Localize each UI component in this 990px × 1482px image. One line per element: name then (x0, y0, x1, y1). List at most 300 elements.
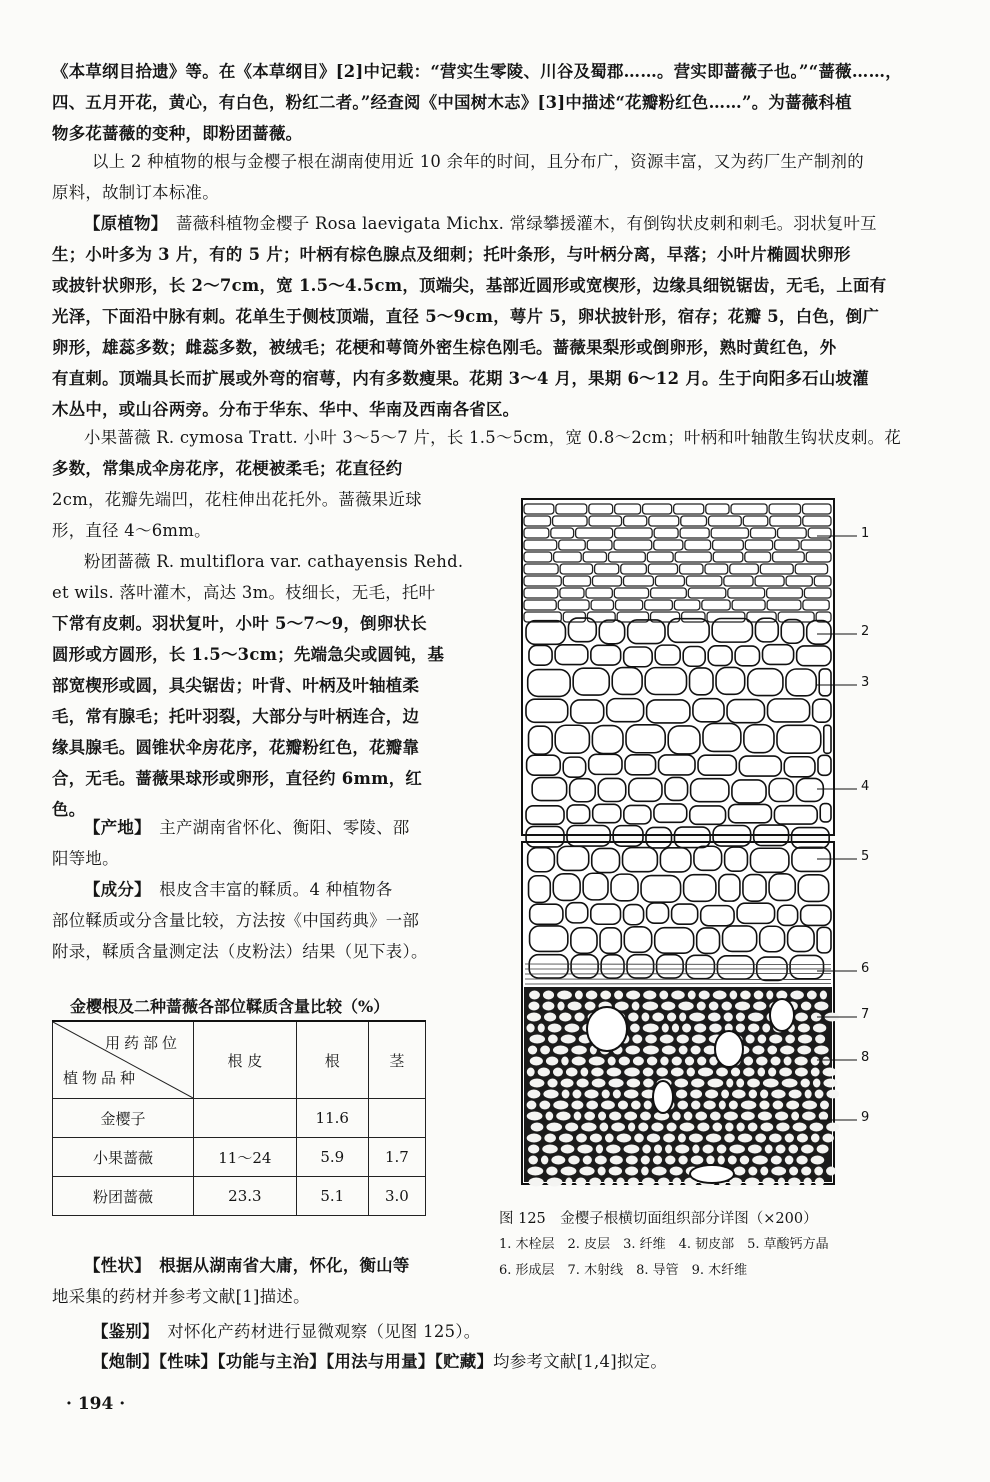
xylem-fiber (528, 1156, 538, 1165)
xylem-fiber (734, 1167, 746, 1176)
xylem-fiber (725, 1123, 733, 1132)
xylem-fiber (626, 991, 640, 1000)
xylem-fiber (724, 1134, 735, 1143)
xylem-fiber (581, 1068, 589, 1077)
text-line: 毛，常有腺毛；托叶羽裂，大部分与叶柄连合，边 (52, 707, 420, 726)
xylem-fiber (724, 1112, 738, 1121)
xylem-fiber (705, 1090, 718, 1099)
xylem-fiber (685, 1057, 694, 1066)
text-line: 形，直径 4～6mm。 (52, 521, 211, 540)
table-title: 金樱根及二种蔷薇各部位鞣质含量比较（%） (70, 997, 390, 1016)
xylem-fiber (565, 1024, 580, 1033)
table-corner-cell (53, 1021, 194, 1099)
xylem-fiber (795, 1013, 808, 1022)
xylem-fiber (804, 1178, 812, 1187)
xylem-fiber (673, 1178, 682, 1187)
xylem-fiber (548, 1024, 562, 1033)
xylem-fiber (776, 1123, 789, 1132)
xylem-fiber (771, 1167, 786, 1176)
xylem-fiber (656, 1068, 668, 1077)
xylem-fiber (695, 1112, 707, 1121)
xylem-fiber (801, 1167, 811, 1176)
column-header: 茎 (368, 1021, 425, 1099)
xylem-fiber (541, 1156, 548, 1165)
xylem-fiber (557, 1002, 564, 1011)
vessel (653, 1081, 673, 1113)
xylem-fiber (713, 991, 727, 1000)
text-line: 原料，故制订本标准。 (52, 183, 219, 202)
xylem-fiber (617, 1134, 632, 1143)
corner-top-label: 用药部位 (104, 1034, 181, 1052)
text-line: 2cm，花瓣先端凹，花柱伸出花托外。蔷薇果近球 (52, 490, 422, 509)
text-line: 部位鞣质或分含量比较，方法按《中国药典》一部 (52, 911, 420, 930)
xylem-fiber (618, 1101, 628, 1110)
xylem-fiber (785, 1035, 795, 1044)
table-cell: 5.9 (296, 1138, 368, 1177)
xylem-fiber (788, 1178, 800, 1187)
xylem-fiber (576, 1134, 587, 1143)
xylem-fiber (692, 1145, 699, 1154)
xylem-fiber (565, 1178, 572, 1187)
xylem-fiber (796, 1156, 807, 1165)
identification-section (52, 1316, 932, 1347)
text-line: 部宽楔形或圆，具尖锯齿；叶背、叶柄及叶轴植柔 (52, 676, 420, 695)
xylem-fiber (789, 1167, 798, 1176)
xylem-fiber (561, 1145, 575, 1154)
origin-plant-section (52, 208, 932, 425)
text-line (52, 874, 472, 905)
xylem-fiber (755, 1134, 766, 1143)
xylem-fiber (801, 1079, 810, 1088)
table-cell: 5.1 (296, 1177, 368, 1216)
text-line: 阳等地。 (52, 849, 119, 868)
xylem-fiber (672, 1057, 682, 1066)
xylem-fiber (557, 991, 572, 1000)
xylem-fiber (609, 1112, 621, 1121)
usage-paragraph (52, 146, 932, 208)
xylem-fiber (811, 1156, 825, 1165)
xylem-fiber (762, 1178, 774, 1187)
xylem-fiber (746, 1035, 755, 1044)
xylem-fiber (643, 1046, 659, 1055)
xylem-fiber (642, 1002, 658, 1011)
xylem-fiber (548, 1035, 558, 1044)
xylem-fiber (606, 1145, 620, 1154)
xylem-fiber (642, 1178, 655, 1187)
xylem-fiber (698, 1068, 713, 1077)
xylem-fiber (703, 1145, 714, 1154)
xylem-fiber (643, 1079, 654, 1088)
xylem-fiber (575, 991, 583, 1000)
xylem-fiber (553, 1068, 563, 1077)
xylem-fiber (759, 1101, 769, 1110)
xylem-fiber (652, 1013, 664, 1022)
text-line: 缘具腺毛。圆锥状伞房花序，花瓣粉红色，花瓣靠 (52, 738, 420, 757)
table-header-row (53, 1021, 426, 1099)
text-line: 木丛中，或山谷两旁。分布于华东、华中、华南及西南各省区。 (52, 400, 520, 419)
xylem-fiber (813, 1024, 826, 1033)
text-line: 粉团蔷薇 R. multiflora var. cathayensis Rehd. (84, 552, 464, 571)
xylem-fiber (767, 1046, 777, 1055)
xylem-fiber (659, 991, 668, 1000)
xylem-fiber (719, 1101, 726, 1110)
xylem-fiber (601, 1101, 615, 1110)
xylem-fiber (776, 1145, 786, 1154)
xylem-fiber (736, 1024, 745, 1033)
xylem-fiber (590, 1134, 602, 1143)
text-line: 多数，常集成伞房花序，花梗被柔毛；花直径约 (52, 459, 403, 478)
xylem-fiber (574, 1112, 582, 1121)
xylem-fiber (616, 1178, 624, 1187)
xylem-fiber (626, 1046, 640, 1055)
xylem-fiber (559, 1013, 571, 1022)
xylem-fiber (577, 1145, 592, 1154)
xylem-fiber (801, 1002, 811, 1011)
xylem-fiber (610, 1156, 623, 1165)
xylem-fiber (605, 1134, 614, 1143)
xylem-fiber (743, 1068, 754, 1077)
xylem-fiber (660, 1057, 668, 1066)
xylem-fiber (692, 1035, 706, 1044)
xylem-fiber (662, 1024, 669, 1033)
xylem-fiber (528, 1145, 539, 1154)
xylem-fiber (577, 1079, 589, 1088)
table-cell (368, 1099, 425, 1138)
xylem-fiber (807, 991, 817, 1000)
xylem-fiber (679, 1046, 688, 1055)
xylem-fiber (672, 1112, 681, 1121)
xylem-fiber (684, 1112, 693, 1121)
figure-label: 8 (861, 1050, 870, 1065)
caption-title: 图 125 金樱子根横切面组织部分详图（×200） (499, 1211, 818, 1227)
xylem-fiber (826, 1090, 839, 1099)
section-text: 对怀化产药材进行显微观察（见图 125）。 (167, 1322, 481, 1341)
xylem-fiber (826, 1167, 836, 1176)
xylem-fiber (730, 991, 738, 1000)
table-row (53, 1099, 426, 1138)
section-text: 主产湖南省怀化、衡阳、零陵、邵 (159, 818, 410, 837)
xylem-fiber (625, 1167, 638, 1176)
xylem-fiber (641, 1156, 650, 1165)
xylem-fiber (644, 1101, 652, 1110)
xylem-fiber (660, 1035, 674, 1044)
xylem-fiber (529, 991, 540, 1000)
xylem-fiber (691, 1046, 701, 1055)
tissue-drawing (517, 494, 877, 1194)
xylem-fiber (592, 1079, 606, 1088)
xylem-fiber (628, 1178, 639, 1187)
xylem-fiber (736, 1079, 744, 1088)
xylem-fiber (802, 1101, 817, 1110)
xylem-fiber (546, 1123, 562, 1132)
xylem-fiber (527, 1167, 543, 1176)
xylem-fiber (798, 1035, 812, 1044)
xylem-fiber (528, 1046, 537, 1055)
xylem-fiber (604, 1178, 613, 1187)
xylem-fiber (602, 1090, 610, 1099)
xylem-fiber (527, 1013, 541, 1022)
xylem-fiber (561, 1079, 574, 1088)
xylem-fiber (717, 1145, 727, 1154)
xylem-fiber (584, 1112, 595, 1121)
xylem-fiber (566, 1068, 578, 1077)
intro-paragraph (52, 56, 932, 149)
xylem-fiber (785, 1156, 794, 1165)
xylem-fiber (609, 1167, 622, 1176)
text-line: 附录，鞣质含量测定法（皮粉法）结果（见下表）。 (52, 942, 428, 961)
xylem-fiber (589, 1178, 601, 1187)
xylem-fiber (773, 1101, 784, 1110)
xylem-fiber (542, 1002, 554, 1011)
xylem-fiber (784, 1057, 792, 1066)
xylem-fiber (689, 1134, 703, 1143)
text-line: 圆形或方圆形，长 1.5～3cm；先端急尖或圆钝，基 (52, 645, 445, 664)
xylem-fiber (748, 1013, 764, 1022)
xylem-fiber (652, 1167, 667, 1176)
xylem-fiber (538, 1068, 550, 1077)
table-cell: 1.7 (368, 1138, 425, 1177)
xylem-fiber (677, 1101, 688, 1110)
xylem-fiber (671, 1068, 684, 1077)
xylem-fiber (608, 1057, 616, 1066)
xylem-fiber (680, 1123, 695, 1132)
section-tag: 【成分】 (84, 880, 143, 899)
xylem-fiber (795, 1057, 808, 1066)
xylem-fiber (647, 1134, 660, 1143)
xylem-fiber (703, 1101, 715, 1110)
xylem-fiber (815, 1090, 824, 1099)
xylem-fiber (729, 1101, 738, 1110)
xylem-fiber (778, 1178, 785, 1187)
xylem-fiber (726, 1079, 733, 1088)
xylem-fiber (527, 1112, 543, 1121)
text-line: 合，无毛。蔷薇果球形或卵形，直径约 6mm，红 (52, 769, 423, 788)
xylem-fiber (697, 1057, 706, 1066)
table-cell: 11.6 (296, 1099, 368, 1138)
xylem-fiber (678, 1134, 686, 1143)
text-line: 小果蔷薇 R. cymosa Tratt. 小叶 3～5～7 片，长 1.5～5cm，宽 0.8～2cm；叶柄和叶轴散生钩状皮刺。花 (84, 428, 902, 447)
tannin-table (52, 1020, 426, 1216)
xylem-fiber (822, 1057, 830, 1066)
xylem-fiber (568, 1002, 582, 1011)
xylem-fiber (633, 1057, 644, 1066)
xylem-fiber (568, 1156, 579, 1165)
xylem-fiber (771, 1156, 782, 1165)
xylem-fiber (753, 1002, 766, 1011)
xylem-fiber (823, 1079, 837, 1088)
text-line (52, 1346, 932, 1377)
xylem-fiber (819, 1112, 828, 1121)
xylem-fiber (797, 1134, 808, 1143)
xylem-fiber (527, 1068, 535, 1077)
xylem-fiber (544, 1013, 556, 1022)
xylem-fiber (546, 1167, 557, 1176)
table-cell (194, 1099, 297, 1138)
xylem-fiber (596, 1145, 603, 1154)
xylem-fiber (758, 1112, 772, 1121)
xylem-fiber (527, 1101, 537, 1110)
xylem-fiber (540, 1046, 550, 1055)
xylem-fiber (822, 1134, 833, 1143)
xylem-fiber (797, 1046, 811, 1055)
xylem-fiber (667, 1123, 677, 1132)
xylem-fiber (665, 1156, 675, 1165)
xylem-fiber (526, 1024, 534, 1033)
xylem-fiber (811, 1057, 820, 1066)
section-tag: 【原植物】 (84, 214, 160, 233)
xylem-fiber (575, 1178, 586, 1187)
producing-area-section (52, 812, 472, 874)
xylem-fiber (542, 1145, 557, 1154)
vessel (587, 1007, 627, 1051)
xylem-fiber (559, 1134, 573, 1143)
xylem-fiber (631, 1101, 641, 1110)
xylem-fiber (624, 1145, 640, 1154)
xylem-fiber (815, 1178, 824, 1187)
xylem-fiber (643, 1068, 654, 1077)
xylem-fiber (736, 1013, 745, 1022)
xylem-fiber (740, 991, 751, 1000)
xylem-fiber (598, 1112, 606, 1121)
xylem-fiber (645, 1035, 657, 1044)
xylem-fiber (628, 1013, 638, 1022)
xylem-fiber (691, 1101, 700, 1110)
xylem-fiber (561, 1167, 577, 1176)
xylem-fiber (752, 1156, 768, 1165)
section-text: 根皮含丰富的鞣质。4 种植物各 (159, 880, 393, 899)
xylem-fiber (628, 1123, 635, 1132)
section-text: 根据从湖南省大庸，怀化，衡山等 (159, 1256, 410, 1275)
text-line: 卵形，雄蕊多数；雌蕊多数，被绒毛；花梗和萼筒外密生棕色刚毛。蔷薇果梨形或倒卵形，熟时黄红色，外 (52, 338, 837, 357)
xylem-fiber (544, 1134, 556, 1143)
xylem-fiber (651, 1123, 663, 1132)
xylem-fiber (724, 1013, 733, 1022)
figure-label: 9 (861, 1110, 870, 1125)
xylem-fiber (735, 1002, 750, 1011)
table-row (53, 1138, 426, 1177)
xylem-fiber (823, 1068, 837, 1077)
xylem-fiber (741, 1112, 755, 1121)
xylem-fiber (547, 1079, 557, 1088)
xylem-fiber (740, 1156, 749, 1165)
xylem-fiber (653, 1156, 662, 1165)
xylem-fiber (678, 1156, 687, 1165)
figure-label: 7 (861, 1007, 870, 1022)
text-line: 地采集的药材并参考文献[1]描述。 (52, 1287, 310, 1306)
xylem-fiber (744, 1057, 753, 1066)
xylem-fiber (677, 1035, 689, 1044)
xylem-fiber (710, 1112, 721, 1121)
xylem-fiber (553, 1101, 568, 1110)
figure-legend: 6. 形成层 7. 木射线 8. 导管 9. 木纤维 (499, 1263, 748, 1278)
xylem-fiber (682, 1024, 691, 1033)
xylem-fiber (663, 1134, 675, 1143)
xylem-fiber (572, 1057, 586, 1066)
xylem-fiber (632, 1035, 642, 1044)
xylem-fiber (571, 1101, 583, 1110)
figure-legend: 1. 木栓层 2. 皮层 3. 纤维 4. 韧皮部 5. 草酸钙方晶 (499, 1237, 829, 1252)
xylem-fiber (586, 991, 597, 1000)
xylem-fiber (679, 1013, 686, 1022)
xylem-fiber (626, 1156, 638, 1165)
figure-caption (499, 1206, 969, 1284)
xylem-fiber (763, 1079, 779, 1088)
xylem-fiber (545, 1112, 553, 1121)
xylem-fiber (647, 1057, 657, 1066)
xylem-fiber (786, 1101, 799, 1110)
xylem-fiber (556, 1112, 570, 1121)
figure-label: 1 (861, 526, 870, 541)
xylem-fiber (581, 1123, 596, 1132)
xylem-fiber (760, 1123, 773, 1132)
xylem-fiber (748, 1123, 758, 1132)
table-cell: 3.0 (368, 1177, 425, 1216)
text-line: 《本草纲目拾遗》等。在《本草纲目》[2]中记载：“营实生零陵、川谷及蜀郡……。营实即蔷薇子也。”“蔷薇……， (52, 62, 902, 81)
xylem-fiber (676, 1090, 687, 1099)
row-name: 小果蔷薇 (53, 1138, 194, 1177)
table-row (53, 1177, 426, 1216)
text-line: 以上 2 种植物的根与金樱子根在湖南使用近 10 余年的时间，且分布广，资源丰富，又为药厂生产制剂的 (92, 152, 864, 171)
xylem-fiber (543, 1090, 558, 1099)
corner-bottom-label: 植物品种 (63, 1069, 140, 1087)
table-cell: 11～24 (194, 1138, 297, 1177)
xylem-fiber (675, 1145, 689, 1154)
xylem-fiber (667, 1013, 676, 1022)
xylem-fiber (756, 1057, 767, 1066)
xylem-fiber (817, 1145, 829, 1154)
text-line: et wils. 落叶灌木，高达 3m。枝细长，无毛，托叶 (52, 583, 436, 602)
xylem-fiber (551, 1156, 565, 1165)
xylem-fiber (640, 1112, 651, 1121)
xylem-fiber (732, 1090, 746, 1099)
xylem-fiber (771, 1057, 781, 1066)
xylem-fiber (689, 1013, 705, 1022)
xylem-fiber (546, 1057, 558, 1066)
vessel (690, 1165, 734, 1183)
xylem-fiber (642, 1145, 651, 1154)
xylem-fiber (811, 1068, 820, 1077)
xylem-fiber (801, 1145, 814, 1154)
xylem-fiber (790, 991, 804, 1000)
xylem-fiber (749, 1090, 757, 1099)
xylem-fiber (574, 1013, 584, 1022)
xylem-fiber (591, 1068, 603, 1077)
xylem-fiber (561, 1035, 576, 1044)
xylem-fiber (600, 991, 611, 1000)
xylem-fiber (820, 1101, 829, 1110)
table-cell: 23.3 (194, 1177, 297, 1216)
xylem-fiber (789, 1090, 802, 1099)
xylem-fiber (814, 1167, 823, 1176)
xylem-fiber (658, 1178, 670, 1187)
xylem-fiber (738, 1134, 752, 1143)
text-line: 四、五月开花，黄心，有白色，粉红二者。”经查阅《中国树木志》[3]中描述“花瓣粉红色……”。为蔷薇科植 (52, 93, 852, 112)
xylem-fiber (748, 1024, 759, 1033)
xylem-fiber (697, 1123, 709, 1132)
xylem-fiber (528, 1002, 539, 1011)
row-name: 粉团蔷薇 (53, 1177, 194, 1216)
column-header: 根 (296, 1021, 368, 1099)
vessel (770, 999, 794, 1031)
xylem-fiber (565, 1123, 578, 1132)
xylem-fiber (585, 1002, 596, 1011)
xylem-fiber (795, 1068, 808, 1077)
xylem-fiber (661, 1002, 675, 1011)
xylem-fiber (643, 991, 656, 1000)
xylem-fiber (600, 1123, 609, 1132)
xylem-fiber (826, 1123, 839, 1132)
xylem-fiber (798, 1024, 810, 1033)
